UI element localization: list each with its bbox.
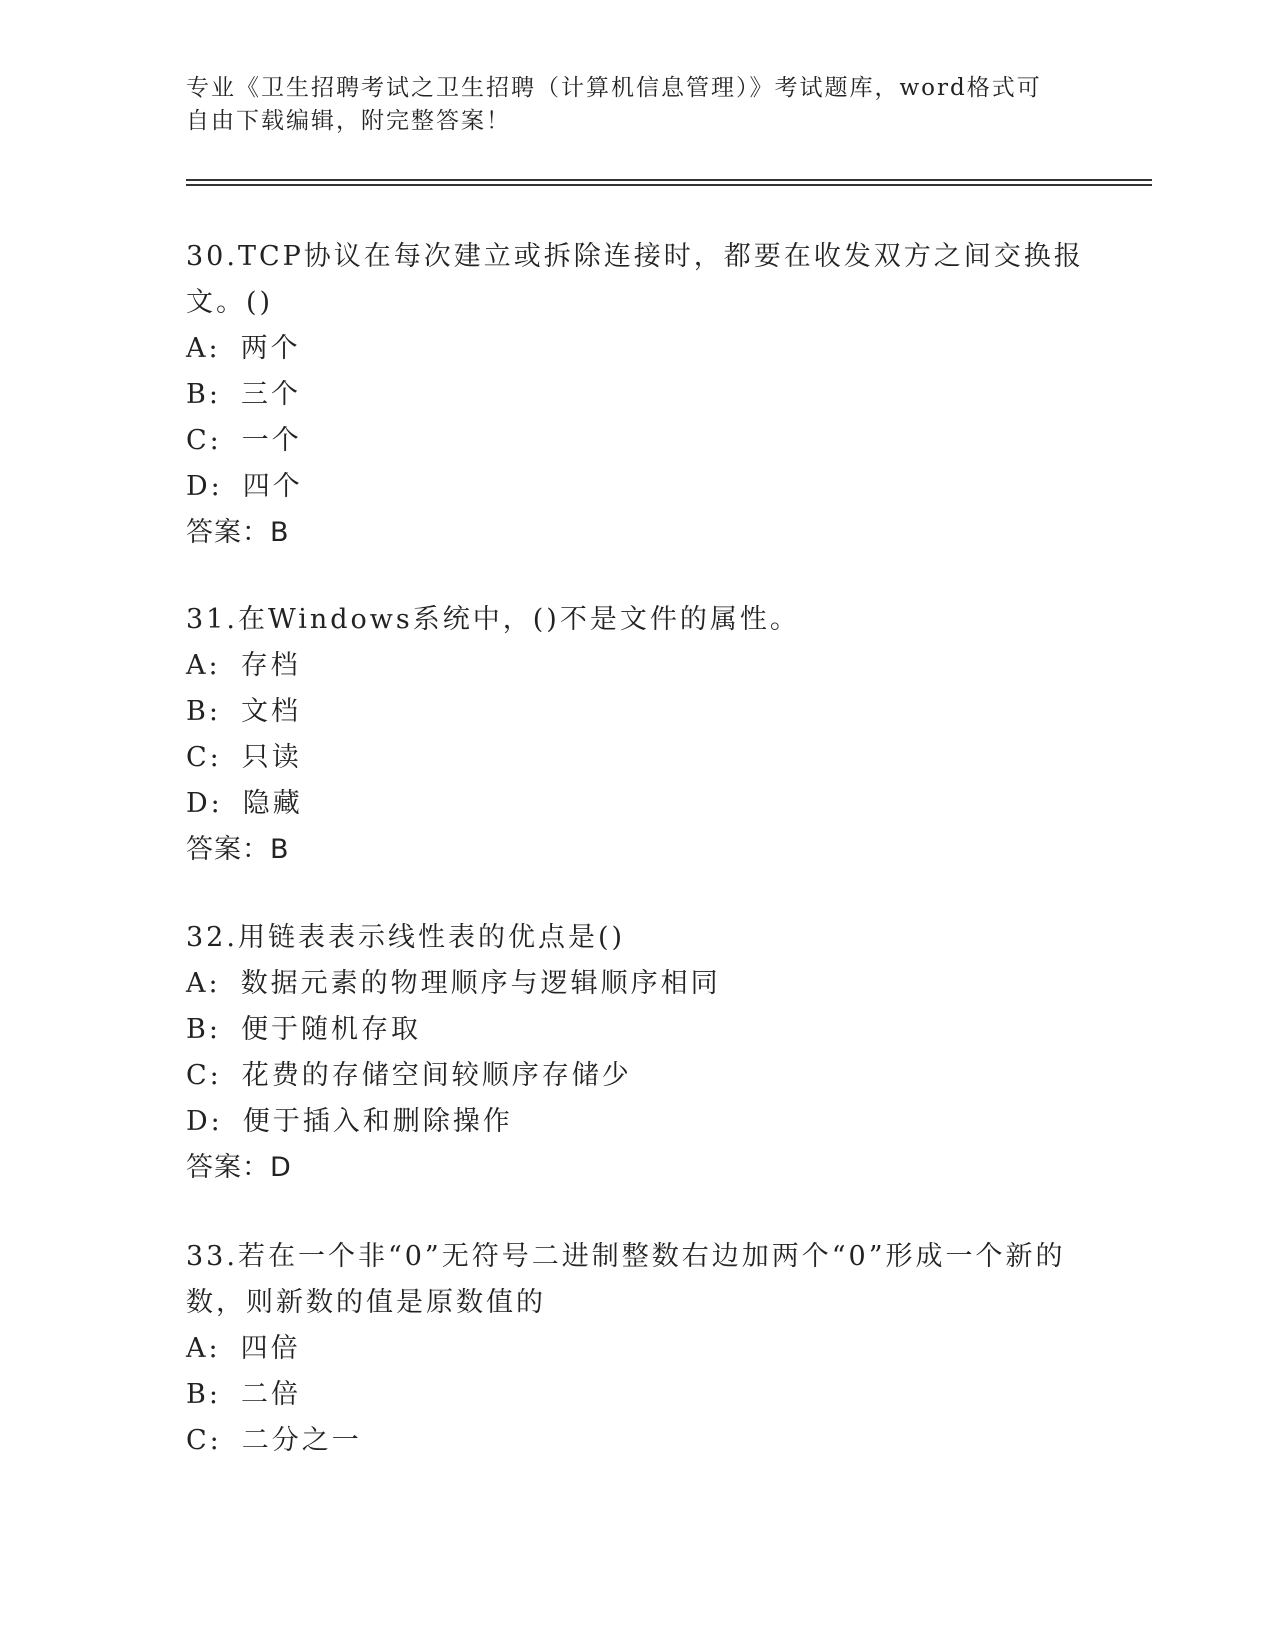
option-c (186, 1418, 1086, 1464)
option-text: 一个 (241, 425, 302, 456)
option-text: 四倍 (240, 1333, 301, 1364)
option-letter: A: (186, 650, 221, 681)
option-b (186, 1007, 1086, 1053)
option-text: 文档 (240, 696, 301, 727)
option-text: 存档 (240, 650, 301, 681)
option-letter: D: (186, 471, 223, 502)
option-c (186, 1053, 1086, 1099)
option-letter: A: (186, 333, 221, 364)
document-header (186, 72, 1066, 138)
option-c (186, 735, 1086, 781)
option-a (186, 1326, 1086, 1372)
option-text: 只读 (241, 742, 302, 773)
option-letter: C: (186, 1425, 222, 1456)
option-b (186, 689, 1086, 735)
option-text: 便于随机存取 (240, 1014, 421, 1045)
question-32 (186, 915, 1086, 1191)
option-letter: A: (186, 1333, 221, 1364)
option-d (186, 464, 1086, 510)
option-letter: B: (186, 379, 221, 410)
option-text: 隐藏 (242, 788, 303, 819)
option-text: 花费的存储空间较顺序存储少 (241, 1060, 632, 1091)
option-letter: B: (186, 1379, 221, 1410)
question-title: 30.TCP协议在每次建立或拆除连接时，都要在收发双方之间交换报文。() (186, 241, 1084, 318)
option-a (186, 961, 1086, 1007)
option-text: 三个 (240, 379, 301, 410)
option-letter: C: (186, 742, 222, 773)
option-text: 便于插入和删除操作 (242, 1106, 513, 1137)
answer-line: 答案：B (186, 517, 290, 548)
header-divider-bottom (186, 184, 1152, 186)
option-b (186, 1372, 1086, 1418)
question-title: 32.用链表表示线性表的优点是() (186, 922, 626, 953)
option-text: 二倍 (240, 1379, 301, 1410)
option-letter: A: (186, 968, 221, 999)
option-letter: D: (186, 1106, 223, 1137)
question-31 (186, 597, 1086, 873)
option-letter: B: (186, 696, 221, 727)
option-a (186, 643, 1086, 689)
option-text: 四个 (242, 471, 303, 502)
option-letter: D: (186, 788, 223, 819)
option-letter: C: (186, 1060, 222, 1091)
question-30 (186, 234, 1086, 556)
option-a (186, 326, 1086, 372)
option-b (186, 372, 1086, 418)
option-letter: B: (186, 1014, 221, 1045)
question-33 (186, 1234, 1086, 1464)
option-text: 二分之一 (241, 1425, 362, 1456)
header-divider-top (186, 179, 1152, 181)
answer-line: 答案：D (186, 1152, 292, 1183)
question-title: 33.若在一个非“0”无符号二进制整数右边加两个“0”形成一个新的数，则新数的值是原数值的 (186, 1241, 1066, 1318)
header-text: 专业《卫生招聘考试之卫生招聘（计算机信息管理）》考试题库，word格式可自由下载编辑，附完整答案！ (186, 75, 1042, 134)
answer-line: 答案：B (186, 834, 290, 865)
option-c (186, 418, 1086, 464)
option-text: 数据元素的物理顺序与逻辑顺序相同 (240, 968, 721, 999)
option-d (186, 1099, 1086, 1145)
question-title: 31.在Windows系统中，()不是文件的属性。 (186, 604, 800, 635)
option-letter: C: (186, 425, 222, 456)
option-d (186, 781, 1086, 827)
option-text: 两个 (240, 333, 301, 364)
